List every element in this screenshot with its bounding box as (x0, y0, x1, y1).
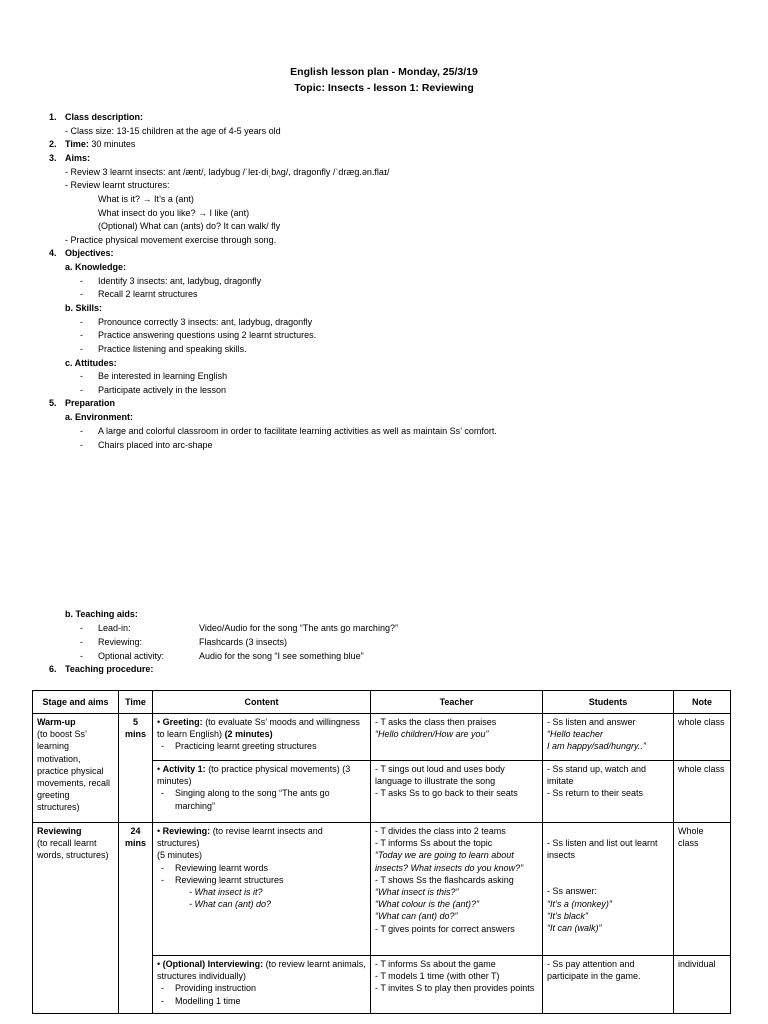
bullet-dash: - (80, 426, 83, 436)
students-quote: “Hello teacher (547, 729, 604, 740)
stage-name: Warm-up (37, 717, 76, 727)
subsection-title-attitudes: c. Attitudes: (65, 358, 117, 368)
students-text: - Ss listen and answer (547, 717, 636, 727)
aims-structure: What is it? → It’s a (ant) (98, 194, 194, 204)
section-title-aims: Aims: (65, 153, 91, 163)
teacher-cell (371, 956, 543, 1014)
list-item: - Modelling 1 time (157, 995, 366, 1007)
teaching-aid-value: Flashcards (3 insects) (199, 637, 288, 647)
teacher-text: - T sings out loud and uses body language to illustrate the song (375, 764, 505, 787)
class-size-text: - Class size: 13-15 children at the age of 4-5 years old (65, 126, 281, 136)
table-header: Content (153, 691, 371, 714)
teacher-text: - T informs Ss about the topic (375, 838, 493, 849)
skills-item: Practice listening and speaking skills. (98, 344, 247, 354)
bullet-dash: - (80, 317, 83, 327)
activity-steps (157, 982, 366, 1006)
students-quote: “It can (walk)” (547, 923, 602, 934)
teaching-aid-label: Optional activity: (98, 651, 165, 661)
table-header: Stage and aims (33, 691, 119, 714)
students-quote: “It’s black” (547, 910, 588, 921)
section-number: 5. (49, 398, 57, 408)
subsection-title-knowledge: a. Knowledge: (65, 262, 127, 272)
teacher-text: - T shows Ss the flashcards asking (375, 874, 514, 885)
aims-line: - Practice physical movement exercise through song. (65, 235, 277, 245)
stage-aims: (to boost Ss’ learning motivation, practice physical movements, recall greeting structures) (37, 729, 111, 813)
activity-heading: • (Optional) Interviewing: (to review learnt animals, structures individually) (157, 959, 366, 982)
students-cell (543, 761, 674, 823)
students-text: - Ss stand up, watch and imitate (547, 764, 647, 787)
stage-aims: (to recall learnt words, structures) (37, 838, 109, 861)
section-title-objectives: Objectives: (65, 248, 114, 258)
section-title-time: Time: (65, 139, 89, 149)
activity-heading: • Greeting: (to evaluate Ss’ moods and willingness to learn English) (2 minutes) (157, 717, 360, 740)
students-text: - Ss answer: (547, 886, 598, 897)
students-quote: I am happy/sad/hungry..” (547, 741, 646, 752)
subsection-title-skills: b. Skills: (65, 303, 103, 313)
teacher-text: - T invites S to play then provides points (375, 983, 535, 994)
content-cell (153, 714, 371, 761)
teacher-text: - T models 1 time (with other T) (375, 971, 500, 982)
teaching-aid-value: Video/Audio for the song “The ants go marching?” (199, 623, 398, 633)
bullet-dash: - (80, 344, 83, 354)
stage-cell (33, 823, 119, 1014)
students-quote: “It’s a (monkey)” (547, 898, 612, 909)
stage-cell (33, 714, 119, 823)
aims-structure: (Optional) What can (ants) do? It can walk/ fly (98, 221, 281, 231)
table-header: Teacher (371, 691, 543, 714)
section-number: 1. (49, 112, 57, 122)
section-title-class-description: Class description: (65, 112, 144, 122)
content-cell (153, 761, 371, 823)
bullet-dash: - (80, 440, 83, 450)
aims-line: - Review learnt structures: (65, 180, 170, 190)
activity-steps (157, 862, 366, 886)
time-cell: 24 mins (119, 823, 153, 1014)
section-number: 3. (49, 153, 57, 163)
note-cell: whole class (674, 714, 731, 761)
students-cell (543, 823, 674, 956)
teacher-quote: “What can (ant) do?” (375, 911, 458, 922)
note-cell: whole class (674, 761, 731, 823)
bullet-dash: - (80, 651, 83, 661)
section-number: 4. (49, 248, 57, 258)
table-header: Note (674, 691, 731, 714)
section-number: 2. (49, 139, 57, 149)
skills-item: Practice answering questions using 2 learnt structures. (98, 330, 317, 340)
attitudes-item: Participate actively in the lesson (98, 385, 227, 395)
bullet-dash: - (80, 330, 83, 340)
teaching-aid-label: Reviewing: (98, 637, 143, 647)
activity-heading: • Activity 1: (to practice physical movements) (3 minutes) (157, 764, 351, 787)
teacher-quote: “What colour is the (ant)?” (375, 899, 480, 910)
activity-steps (157, 787, 366, 811)
environment-item: Chairs placed into arc-shape (98, 440, 213, 450)
table-header: Time (119, 691, 153, 714)
list-item: - Reviewing learnt structures (157, 874, 366, 886)
students-cell (543, 714, 674, 761)
bullet-dash: - (80, 623, 83, 633)
knowledge-item: Identify 3 insects: ant, ladybug, dragonfly (98, 276, 262, 286)
stage-name: Reviewing (37, 826, 82, 836)
note-cell: Whole class (674, 823, 731, 956)
section-title-teaching-procedure: Teaching procedure: (65, 664, 154, 674)
bullet-dash: - (80, 385, 83, 395)
bullet-dash: - (80, 289, 83, 299)
review-question: - What can (ant) do? (189, 899, 272, 910)
students-text: - Ss pay attention and participate in the game. (547, 959, 641, 982)
list-item: - Reviewing learnt words (157, 862, 366, 874)
teacher-cell (371, 823, 543, 956)
teacher-quote: “Hello children/How are you” (375, 729, 489, 740)
teaching-aid-value: Audio for the song “I see something blue” (199, 651, 364, 661)
activity-steps (157, 740, 366, 752)
table-header-row (33, 691, 731, 714)
list-item: - Practicing learnt greeting structures (157, 740, 366, 752)
time-cell: 5 mins (119, 714, 153, 823)
lesson-plan-table (32, 690, 731, 1014)
teaching-aid-label: Lead-in: (98, 623, 131, 633)
environment-item: A large and colorful classroom in order to facilitate learning activities as well as maintain Ss’ comfort. (98, 426, 497, 436)
table-header: Students (543, 691, 674, 714)
table-row (33, 823, 731, 956)
teacher-cell (371, 714, 543, 761)
time-value: 30 minutes (91, 139, 136, 149)
list-item: - Singing along to the song “The ants go marching” (157, 787, 366, 811)
students-cell (543, 956, 674, 1014)
bullet-dash: - (80, 637, 83, 647)
section-number: 6. (49, 664, 57, 674)
students-text: - Ss listen and list out learnt insects (547, 838, 658, 861)
activity-heading: • Reviewing: (to revise learnt insects and structures) (157, 826, 323, 849)
teacher-text: - T asks Ss to go back to their seats (375, 788, 518, 799)
bullet-dash: - (80, 276, 83, 286)
students-text: - Ss return to their seats (547, 788, 644, 799)
teacher-text: - T divides the class into 2 teams (375, 826, 506, 836)
subsection-title-environment: a. Environment: (65, 412, 134, 422)
note-cell: individual (674, 956, 731, 1014)
bullet-dash: - (80, 371, 83, 381)
skills-item: Pronounce correctly 3 insects: ant, ladybug, dragonfly (98, 317, 313, 327)
content-cell (153, 956, 371, 1014)
content-cell (153, 823, 371, 956)
knowledge-item: Recall 2 learnt structures (98, 289, 198, 299)
teacher-text: - T informs Ss about the game (375, 959, 496, 969)
aims-structure: What insect do you like? → I like (ant) (98, 208, 250, 218)
subsection-title-teaching-aids: b. Teaching aids: (65, 609, 138, 619)
teacher-text: - T asks the class then praises (375, 717, 497, 727)
section-title-preparation: Preparation (65, 398, 116, 408)
time-line (65, 138, 135, 152)
attitudes-item: Be interested in learning English (98, 371, 228, 381)
table-row (33, 714, 731, 761)
document-title-1: English lesson plan - Monday, 25/3/19 (290, 66, 478, 78)
review-question: - What insect is it? (189, 887, 263, 898)
document-title-2: Topic: Insects - lesson 1: Reviewing (294, 82, 474, 94)
teacher-quote: “What insect is this?” (375, 887, 459, 898)
aims-line: - Review 3 learnt insects: ant /ænt/, ladybug /ˈleɪ·diˌbʌg/, dragonfly /ˈdræg.ən.flaɪ/ (65, 167, 390, 177)
teacher-quote: “Today we are going to learn about insects? What insects do you know?” (375, 850, 524, 873)
activity-duration: (5 minutes) (157, 850, 203, 861)
list-item: - Providing instruction (157, 982, 366, 994)
teacher-text: - T gives points for correct answers (375, 923, 515, 934)
teacher-cell (371, 761, 543, 823)
